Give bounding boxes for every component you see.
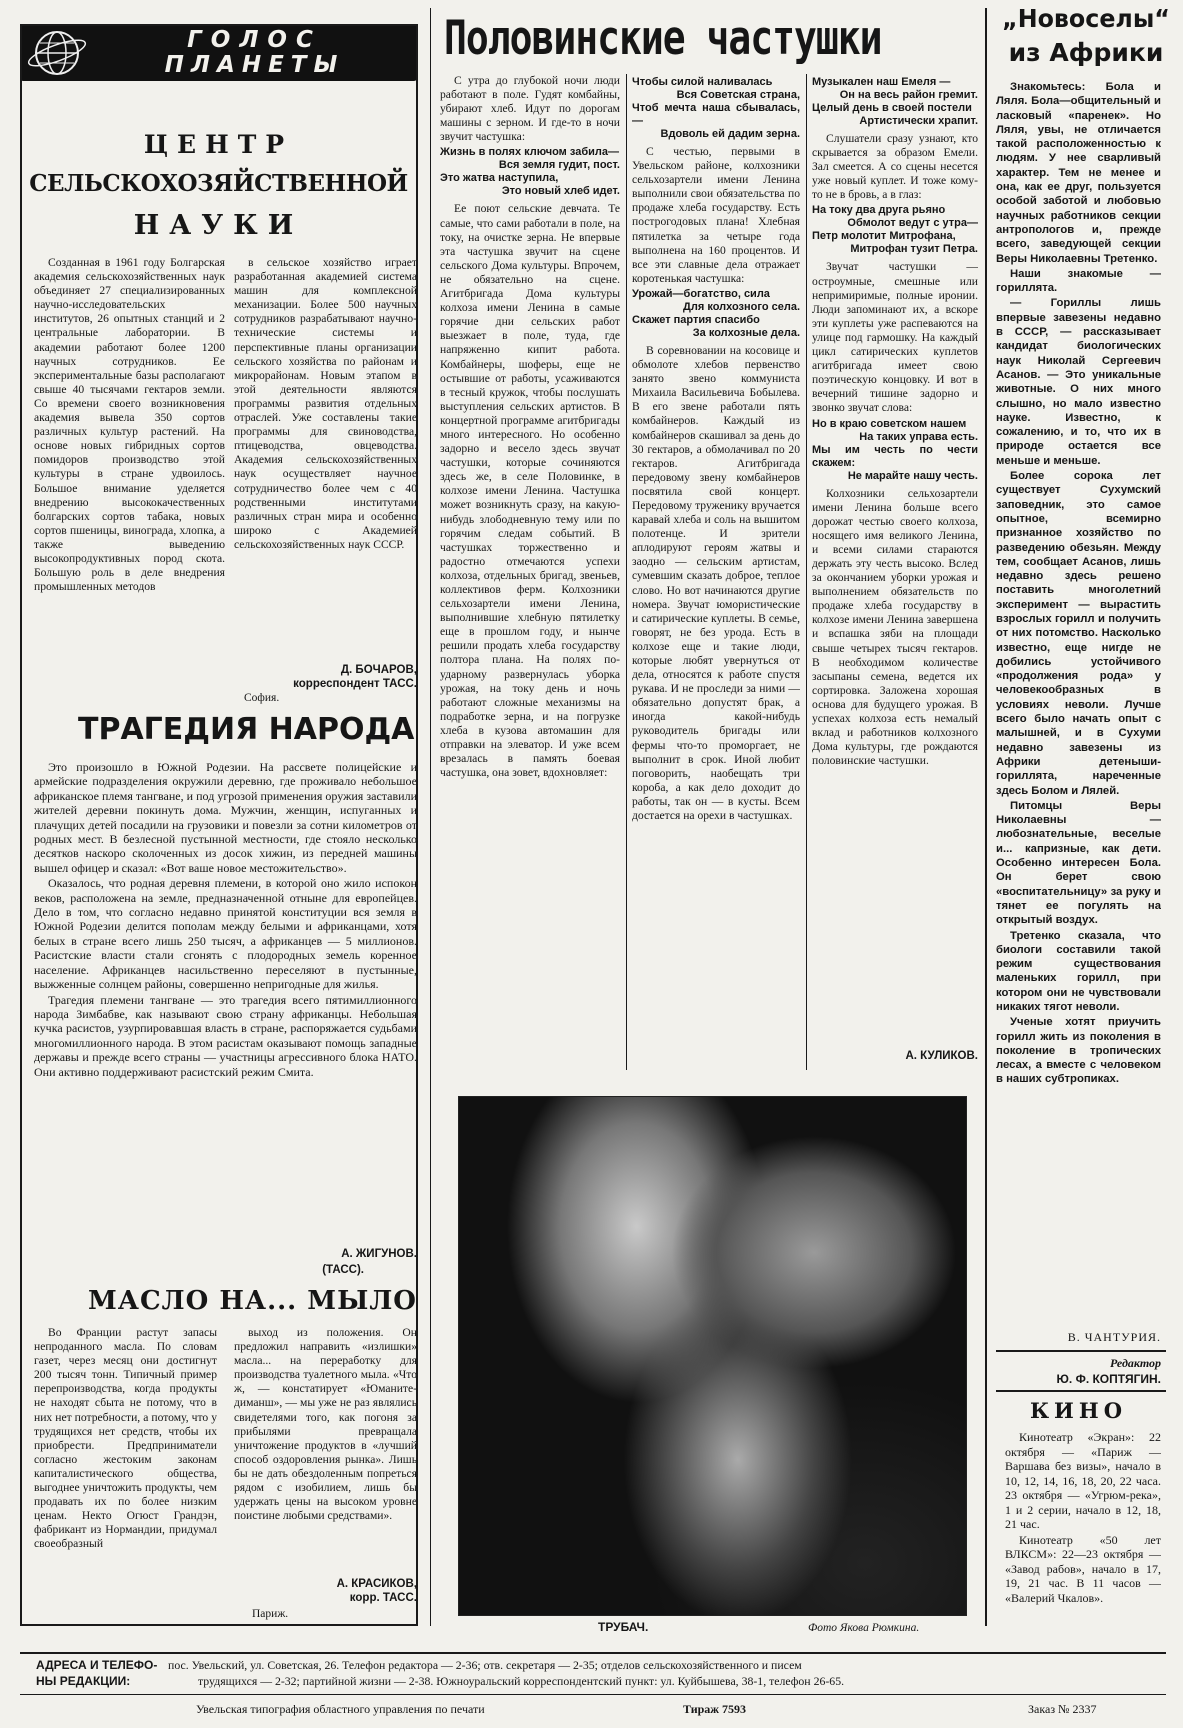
chastushki-col3-body: Звучат частушки — остроумные, смешные или непримиримые, полные иронии. Люди запоминают их, а вскоре эти куплеты уже распеваются на улице под гармошку. На каждый цикл сатирических куплетов агитбригада имеет свою поэтическую концовку. И вот в вечерний тишине задорно и звонко звучат слова: (812, 260, 978, 415)
tragedy-title: ТРАГЕДИЯ НАРОДА (78, 712, 415, 747)
column-divider (806, 74, 807, 1070)
novosely-paragraph-6: Третенко сказала, что биологи составили такой режим существования маленьких горилл, при котором они не чувствовали никаких тягот неволи. (996, 929, 1161, 1013)
kino-paragraph-1: Кинотеатр «Экран»: 22 октября — «Париж — Варшава без визы», начало в 10, 12, 14, 16, 18, 20, 22 часа. 23 октября — «Угрюм-река», 1 и 2 серии, начало в 12, 18, 21 час. (1005, 1430, 1161, 1531)
tragedy-paragraph-2: Оказалось, что родная деревня племени, в которой оно жило испокон веков, расположена на земле, предназначенной отныне для европейцев. Дело в том, что согласно недавно принятой конституции вся земля в Южной Родезии делится пополам между белыми и африканцами, хотя белых в стране всего лишь 250 тысяч, а африканцев — 5 миллионов. Расистские власти стали сгонять с плодородных земель коренное население. Африканцев насильственно переселяют в пустынные, выжженные солнцем районы, совершенно непригодные для жилья. (34, 876, 417, 992)
chastushki-verse-5 (812, 204, 978, 256)
chastushki-verse-6 (812, 418, 978, 483)
novosely-paragraph-7: Ученые хотят приучить горилл жить из поколения в поколение в тропических лесах, а вместе с человеком в наших субтропиках. (996, 1016, 1161, 1086)
novosely-paragraph-3: — Гориллы лишь впервые завезены недавно в СССР, — рассказывает кандидат биологических наук Николай Сергеевич Асанов. — Это уникальные животные. О них много слышно, но мало известно науке. Известно, к сожалению, и то, что их в природе остается все меньше и меньше. (996, 297, 1161, 467)
center-title-2: СЕЛЬСКОХОЗЯЙСТВЕННОЙ (29, 170, 408, 197)
chastushki-verse-2 (632, 76, 800, 141)
maslo-right-paragraph: выход из положения. Он предложил направить «излишки» масла... на переработку для производства туалетного мыла. «Что ж, — констатирует «Юманите-диманш», — мы уже не раз являлись свидетелями того, как погоня за прибылями превращала уничтожение продуктов в «лучший способ оздоровления рынка». Лишь бы не дать обездоленным попреться рядом с изобилием, лишь бы удержать цены на высоком уровне поистине любыми средствами». (234, 1326, 417, 1523)
novosely-title-2: из Африки (1008, 38, 1164, 67)
verse-line: Это жатва наступила, (440, 172, 559, 185)
center-right-text (234, 256, 417, 665)
verse-line: Артистически храпит. (859, 115, 978, 127)
kino-text (1005, 1430, 1161, 1630)
footer-address-line-1: пос. Увельский, ул. Советская, 26. Телефон редактора — 2-36; отв. секретаря — 2-35; отделов сельскохозяйственного и писем (168, 1658, 802, 1672)
maslo-title: МАСЛО НА... МЫЛО (88, 1286, 417, 1316)
verse-line: Чтобы силой наливалась (632, 76, 773, 88)
footer-tirazh: Тираж 7593 (683, 1702, 746, 1716)
chastushki-col3 (812, 74, 978, 1044)
verse-line: Вся земля гудит, пост. (498, 159, 620, 172)
verse-line: Но в краю советском нашем (812, 417, 967, 430)
chastushki-col1-body: Ее поют сельские девчата. Те самые, что сами работали в поле, на току, на очистке зерна. Не впервые эта частушка звучит на сцене сельского Дома культуры. Впрочем, не обязательно на сцене. Агитбригада Дома культуры колхоза имени Ленина в самые горячие дни сельских работ выезжает в поле, туда, где напряженно кипит работа. Комбайнеры, шоферы, еще не остывшие от работы, усаживаются в тесный кружок, чтобы послушать выступления сельских артистов. В концертной программе агитбригады много интересного. Но особенно задорно и весело здесь звучат частушки, которые сочиняются здесь же, в селе Половинке, в колхозе имени Ленина. Частушка может возникнуть сразу, на какую-нибудь злободневную тему или по горячим следам событий. В частушках торжественно и радостно отмечаются успехи колхоза, отдельных бригад, звеньев, коллективов ферм. Колхозники сельхозартели имени Ленина, выполнившие хлебную пятилетку еще в прошлом году, и нынче решили продать хлеба государству полтора плана. На полях по-ударному развернулась уборка урожая, на току день и ночь работают сложные механизмы на подработке зерна, и на погрузке хлеба в кузова автомашин для отправки на элеватор. И уже всем врезалась в память боевая частушка, она зовет, вдохновляет: (440, 202, 620, 780)
verse-line: Для колхозного села. (683, 300, 800, 313)
footer-printer: Увельская типография областного управления по печати (196, 1702, 485, 1716)
golos-planety-logo (20, 25, 417, 81)
chastushki-col3-intro: Слушатели сразу узнают, кто скрывается за образом Емели. Зал смеется. А со сцены несется уже новый куплет. И тоже кому-то не в бровь, а в глаз: (812, 132, 978, 202)
logo-line2: ПЛАНЕТЫ (164, 52, 345, 78)
maslo-left-text (34, 1326, 217, 1616)
center-author-role: корреспондент ТАСС. (293, 678, 417, 690)
chastushki-verse-3 (632, 288, 800, 340)
maslo-author: А. КРАСИКОВ, (336, 1578, 417, 1590)
verse-line: Вся Советская страна, (676, 89, 800, 101)
chastushki-col2 (632, 74, 800, 1070)
center-left-text (34, 256, 225, 703)
chastushki-col1 (440, 74, 620, 1070)
center-right-paragraph: в сельское хозяйство играет разработанная академией система машин для комплексной механизации. Более 500 научных сотрудников разрабатывают научно-технические системы и перспективные планы организации сельского хозяйства по районам и микрорайонам. Новым этапом в этой деятельности являются программы развития отдельных отраслей. Уже составлены такие программы для свиноводства, птицеводства, овцеводства. Академия сельскохозяйственных наук осуществляет научное сотрудничество более чем с 40 родственными институтами различных стран мира и особенно широко с Академией сельскохозяйственных наук СССР. (234, 256, 417, 551)
kino-title: КИНО (1029, 1398, 1128, 1423)
novosely-author: В. ЧАНТУРИЯ. (1067, 1330, 1161, 1344)
maslo-author-role: корр. ТАСС. (349, 1592, 417, 1604)
verse-line: Митрофан тузит Петра. (850, 243, 978, 256)
column-divider (985, 8, 987, 1626)
center-title-1: ЦЕНТР (143, 130, 294, 159)
column-divider (430, 8, 431, 1626)
novosely-paragraph-5: Питомцы Веры Николаевны — любознательные, веселые и... капризные, как дети. Особенно интересен Бола. Он берет свою «воспитательницу» за руку и тянет ее погулять на открытый воздух. (996, 799, 1161, 927)
kino-paragraph-2: Кинотеатр «50 лет ВЛКСМ»: 22—23 октября — «Завод рабов», начало в 17, 19, 21 час. В 11 часов — «Валерий Чкалов». (1005, 1532, 1161, 1605)
editor-name: Ю. Ф. КОПТЯГИН. (1056, 1372, 1161, 1386)
chastushki-col2-intro: С честью, первыми в Увельском районе, колхозники сельхозартели имени Ленина выполнили свои обязательства по продаже хлеба государству. Есть построгодовых плана! Хлебная пятилетка за четыре года выполнена на 160 процентов. И все эти славные дела отражает коротенькая частушка: (632, 145, 800, 285)
tragedy-author: А. ЖИГУНОВ. (341, 1248, 417, 1260)
editor-label: Редактор (1110, 1356, 1161, 1370)
verse-line: Урожай—богатство, сила (632, 287, 770, 300)
column-divider (626, 74, 627, 1070)
chastushki-author: А. КУЛИКОВ. (905, 1050, 978, 1062)
chastushki-verse-4 (812, 76, 978, 128)
chastushki-col2-body: В соревновании на косовице и обмолоте хлебов первенство занято звено коммуниста Михаила Васильевича Бобылева. В его звене работали пять комбайнеров. Каждый из комбайнеров скашивал за день до 30 гектаров, а обмолачивал по 20 гектаров. Агитбригада передовому звену комбайнеров посвятила свой концерт. Передовому труженику вручается каравай хлеба и соль на вышитом полотенце. И зрители аплодируют героям жатвы и заодно — сельским артистам, сумевшим сказать доброе, теплое слово. Но вот начинаются другие номера. Звучат юмористические и сатирические куплеты. В семье, говорят, не без урода. Есть в колхозе еще и такие люди, которые любят увернуться от дела, относятся к работе спустя рукава. И не проследи за ними — обязательно допустят брак, а иногда какой-нибудь руководитель бригады или фермы что-то проморгает, не выполнит в срок. Иной любит поговорить, наобещать три короба, а как дело доходит до работы, так он — в кусты. Всем достается на орехи в частушках. (632, 343, 800, 823)
verse-line: Петр молотит Митрофана, (812, 230, 956, 243)
footer-address-line-2: трудящихся — 2-32; партийной жизни — 2-38. Южноуральский корреспондентский пункт: ул. Куйбышева, 38-1, телефон 26-65. (198, 1674, 845, 1688)
logo-line1: ГОЛОС (187, 27, 322, 53)
verse-line: На току два друга рьяно (812, 204, 946, 217)
center-title-3: НАУКИ (133, 210, 304, 241)
chastushki-col3-end: Колхозники сельхозартели имени Ленина больше всего дорожат честью своего колхоза, носящего имя великого Ленина, и всеми силами стараются держать эту честь высоко. Вслед за окончанием уборки урожая и выполнением обязательств по продаже хлеба государству в колхозе имени Ленина завершена и вспашка зяби на площади свыше четырех тысяч гектаров. В необходимом количестве засыпаны семена, ведется их сортировка. Заложена хорошая основа для будущего урожая. В успехах колхоза есть немалый вклад и работников колхозного Дома культуры, где рождаются половинские частушки. (812, 486, 978, 768)
novosely-title-1: „Новоселы“ (1002, 4, 1170, 33)
chastushki-verse-1 (440, 146, 620, 198)
verse-line: Чтоб мечта наша сбывалась,— (632, 102, 800, 127)
chastushki-title: Половинские частушки (444, 10, 882, 65)
center-left-paragraph: Созданная в 1961 году Болгарская академия сельскохозяйственных наук объединяет 27 специализированных научно-исследовательских институтов, 26 опытных станций и 2 центральные лаборатории. В академии работают более 1200 научных сотрудников. Ее экспериментальные базы располагают свыше 40 тысячами гектаров земли. Со времени своего возникновения академия вывела 350 сортов различных культур растений. На основе новых гибридных сортов помидоров производство этой культуры в стране удвоилось. Большое внимание уделяется внедрению высококачественных болгарских сортов табака, новых сортов пшеницы, винограда, хлопка, а также выведению высокопродуктивных пород скота. Большую роль в деле внедрения промышленных методов (34, 256, 225, 594)
novosely-paragraph-1: Знакомьтесь: Бола и Ляля. Бола—общительный и ласковый «паренек». Но Ляля, увы, не отличается такой расположенностью к людям. У нее сварливый характер. Тем не менее и она, как ее друг, пользуется особой заботой и любовью научных работников секции антропологов и, прежде всего, заведующей секции Веры Николаевны Третенко. (996, 81, 1161, 265)
verse-line: За колхозные дела. (692, 326, 800, 339)
photo-credit: Фото Якова Рюмкина. (808, 1622, 920, 1634)
novosely-text (996, 80, 1161, 1322)
verse-line: Это новый хлеб идет. (501, 185, 620, 198)
verse-line: Вдоволь ей дадим зерна. (660, 128, 800, 140)
footer-divider (20, 1652, 1166, 1654)
verse-line: Целый день в своей постели (812, 102, 972, 114)
section-divider (996, 1350, 1166, 1352)
verse-line: На таких управа есть. (859, 430, 978, 443)
maslo-place: Париж. (252, 1608, 289, 1620)
novosely-paragraph-4: Более сорока лет существует Сухумский заповедник, это самое опытное, всемирно признанное хозяйство по разведению обезьян. Между тем, сообщает Асанов, лишь недавно здесь решено поставить многолетний эксперимент — вырастить взрослых горилл и получить от них потомство. Насколько известно, еще нигде не добились устойчивого «продолжения рода» у человекообразных в условиях неволи. Лучше всего было начать опыт с малышней, и в Сухуми недавно завезены из Африки детеныши-гориллята, нареченные здесь Болом и Лялей. (996, 470, 1161, 797)
verse-line: Скажет партия спасибо (632, 313, 760, 326)
center-place: София. (244, 692, 280, 704)
verse-line: Мы им честь по чести скажем: (812, 443, 978, 469)
verse-line: Он на весь район гремит. (839, 89, 978, 101)
section-divider (996, 1390, 1166, 1392)
maslo-left-paragraph: Во Франции растут запасы непроданного масла. По словам газет, через месяц они достигнут 200 тысяч тонн. Типичный пример перепроизводства, когда продукты не находят сбыта не потому, что в них нет потребности, а потому, что у трудящихся нет средств, чтобы их приобрести. Предприниматели согласно жестоким законам капиталистического общества, выгоднее уничтожить продукты, чем продавать их по более низким ценам. Некто Огюст Грандэн, фабрикант из Нормандии, придумал своеобразный (34, 1326, 217, 1551)
footer-label-2: НЫ РЕДАКЦИИ: (36, 1674, 131, 1688)
verse-line: Музыкален наш Емеля — (812, 76, 951, 88)
maslo-right-text (234, 1326, 417, 1572)
center-author: Д. БОЧАРОВ, (340, 664, 417, 676)
verse-line: Жизнь в полях ключом забила— (440, 146, 619, 159)
tragedy-text (34, 760, 417, 1240)
verse-line: Не марайте нашу честь. (847, 469, 978, 482)
tragedy-paragraph-1: Это произошло в Южной Родезии. На рассвете полицейские и армейские подразделения окружили деревню, где проживало небольшое африканское племя тангване, и под угрозой применения оружия заставили жителей деревни покинуть дома. Мужчин, женщин, испуганных и плачущих детей посадили на грузовики и повезли за сотни километров от родных мест. В безлесной пустынной местности, где стояло несколько десятков наскоро сколоченных из досок хижин, из передней машины вышел офицер и сказал: «Вот ваше новое местожительство». (34, 760, 417, 875)
photo-caption: ТРУБАЧ. (598, 1620, 649, 1634)
verse-line: Обмолот ведут с утра— (847, 217, 978, 230)
globe-icon (26, 28, 88, 78)
chastushki-col1-intro: С утра до глубокой ночи люди работают в поле. Гудят комбайны, убирают хлеб. Идут по дорогам машины с зерном. И где-то в ночи звучит частушка: (440, 74, 620, 144)
novosely-paragraph-2: Наши знакомые — гориллята. (996, 267, 1161, 295)
footer-divider (20, 1694, 1166, 1695)
footer-label-1: АДРЕСА И ТЕЛЕФО- (36, 1658, 158, 1672)
footer-zakaz: Заказ № 2337 (1028, 1702, 1097, 1716)
tragedy-paragraph-3: Трагедия племени тангване — это трагедия всего пятимиллионного народа Зимбабве, как называют свою страну африканцы. Небольшая кучка расистов, узурпировавшая власть в стране, распоряжается судьбами многомиллионного народа. В этом расистам оказывают помощь западные державы и прежде всего страны — участницы агрессивного блока НАТО. Они активно поддерживают расистский режим Смита. (34, 992, 417, 1079)
trumpeter-photo (458, 1096, 967, 1616)
tragedy-author-role: (ТАСС). (322, 1264, 364, 1276)
